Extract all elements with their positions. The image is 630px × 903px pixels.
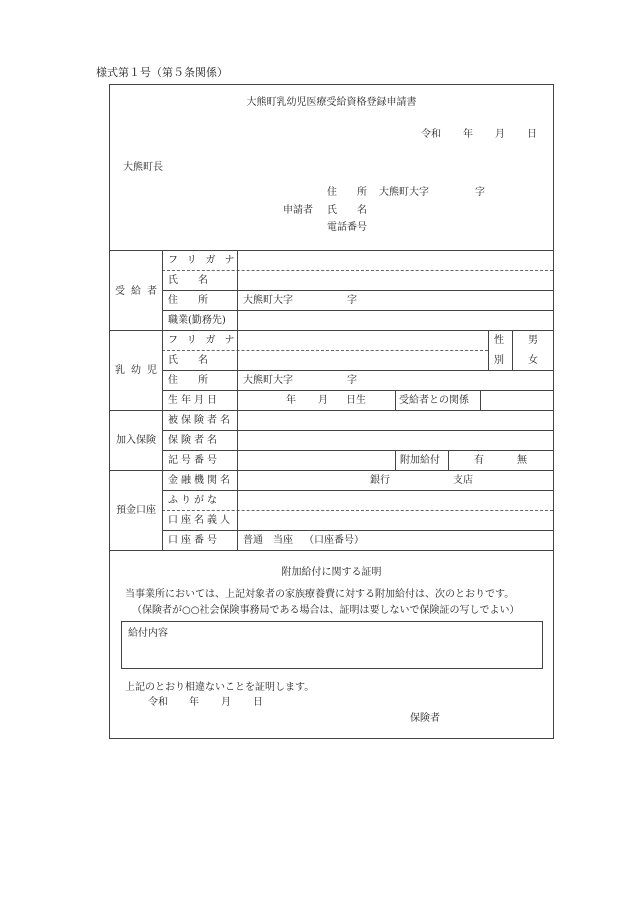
infant-sex-label-1: 性 bbox=[494, 335, 504, 346]
applicant-address-label: 住 所 bbox=[327, 187, 367, 198]
grid-line bbox=[162, 370, 553, 371]
certification-heading: 附加給付に関する証明 bbox=[281, 567, 382, 578]
infant-sex-female-option[interactable]: 女 bbox=[528, 355, 538, 366]
infant-name-field[interactable] bbox=[238, 351, 487, 369]
applicant-name-label: 氏 名 bbox=[327, 205, 367, 216]
infant-section-label: 乳幼児 bbox=[115, 365, 163, 376]
recipient-name-label: 氏 名 bbox=[168, 275, 208, 286]
institution-branch-suffix: 支店 bbox=[453, 475, 473, 486]
symbol-number-label: 記号番号 bbox=[168, 455, 220, 466]
infant-sex-male-option[interactable]: 男 bbox=[528, 335, 538, 346]
infant-relation-field[interactable] bbox=[481, 391, 552, 409]
infant-address-label: 住 所 bbox=[168, 375, 208, 386]
infant-sex-label-2: 別 bbox=[494, 355, 504, 366]
date-era: 令和 bbox=[421, 129, 441, 140]
recipient-furigana-label: フリガナ bbox=[168, 255, 244, 266]
date-day: 日 bbox=[527, 129, 537, 140]
infant-address-aza: 字 bbox=[347, 375, 357, 386]
infant-dob-day: 日生 bbox=[346, 395, 366, 406]
account-holder-label: 口座名義人 bbox=[168, 515, 233, 526]
bank-furigana-label: ふりがな bbox=[168, 495, 220, 506]
institution-label: 金融機関名 bbox=[168, 475, 233, 486]
insurance-section-label: 加入保険 bbox=[116, 435, 156, 446]
bank-furigana-field[interactable] bbox=[238, 491, 552, 509]
recipient-furigana-field[interactable] bbox=[238, 251, 552, 269]
symbol-number-field[interactable] bbox=[238, 451, 394, 469]
form-title: 大熊町乳幼児医療受給資格登録申請書 bbox=[246, 97, 417, 108]
account-types[interactable]: 普通 当座 bbox=[243, 535, 293, 546]
attest-date-day: 日 bbox=[253, 697, 263, 708]
attest-date-era: 令和 bbox=[148, 697, 168, 708]
benefit-content-box[interactable] bbox=[121, 621, 543, 669]
additional-benefit-none[interactable]: 無 bbox=[517, 455, 527, 466]
recipient-occupation-field[interactable] bbox=[238, 311, 552, 329]
applicant-address-value: 大熊町大字 bbox=[379, 187, 429, 198]
addressee: 大熊町長 bbox=[123, 162, 163, 173]
insurer-name-field[interactable] bbox=[238, 431, 552, 449]
infant-dob-year: 年 bbox=[286, 395, 296, 406]
recipient-address-value: 大熊町大字 bbox=[243, 295, 293, 306]
account-holder-field[interactable] bbox=[238, 511, 552, 529]
certification-text-2: （保険者が○○社会保険事務局である場合は、証明は要しないで保険証の写しでよい） bbox=[132, 605, 520, 616]
recipient-address-aza: 字 bbox=[347, 295, 357, 306]
grid-line bbox=[110, 470, 553, 471]
infant-dob-month: 月 bbox=[318, 395, 328, 406]
applicant-role-label: 申請者 bbox=[283, 205, 313, 216]
attest-date-month: 月 bbox=[221, 697, 231, 708]
grid-line bbox=[162, 290, 553, 291]
recipient-section-label: 受給者 bbox=[115, 286, 163, 297]
attest-text: 上記のとおり相違ないことを証明します。 bbox=[125, 682, 315, 693]
attest-date-year: 年 bbox=[189, 697, 199, 708]
additional-benefit-label: 附加給付 bbox=[400, 455, 440, 466]
infant-dob-label: 生年月日 bbox=[168, 395, 220, 406]
bank-section-label: 預金口座 bbox=[116, 505, 156, 516]
grid-line bbox=[448, 450, 449, 470]
grid-line bbox=[162, 530, 553, 531]
infant-relation-label: 受給者との関係 bbox=[399, 395, 469, 406]
institution-bank-suffix: 銀行 bbox=[370, 475, 390, 486]
grid-line bbox=[488, 330, 489, 370]
grid-line bbox=[110, 550, 553, 551]
recipient-address-label: 住 所 bbox=[168, 295, 208, 306]
form-number: 様式第１号（第５条関係） bbox=[96, 66, 228, 79]
grid-line bbox=[395, 450, 396, 470]
benefit-content-label: 給付内容 bbox=[128, 628, 168, 639]
grid-line bbox=[395, 390, 396, 410]
account-number-hint: （口座番号） bbox=[304, 535, 364, 546]
infant-furigana-field[interactable] bbox=[238, 331, 487, 349]
infant-address-value: 大熊町大字 bbox=[243, 375, 293, 386]
certification-text-1: 当事業所においては、上記対象者の家族療養費に対する附加給付は、次のとおりです。 bbox=[125, 589, 515, 600]
date-year: 年 bbox=[463, 129, 473, 140]
insurer-signature-label: 保険者 bbox=[410, 713, 440, 724]
date-month: 月 bbox=[495, 129, 505, 140]
applicant-address-aza: 字 bbox=[475, 187, 485, 198]
grid-line bbox=[512, 330, 513, 370]
infant-furigana-label: フリガナ bbox=[168, 335, 244, 346]
insured-name-field[interactable] bbox=[238, 411, 552, 429]
insurer-name-label: 保険者名 bbox=[168, 435, 220, 446]
additional-benefit-has[interactable]: 有 bbox=[474, 455, 484, 466]
recipient-name-field[interactable] bbox=[238, 271, 552, 289]
recipient-occupation-label: 職業(勤務先) bbox=[168, 315, 226, 326]
insured-name-label: 被保険者名 bbox=[168, 415, 233, 426]
account-number-label: 口座番号 bbox=[168, 535, 220, 546]
infant-name-label: 氏 名 bbox=[168, 355, 208, 366]
applicant-phone-label: 電話番号 bbox=[327, 222, 367, 233]
